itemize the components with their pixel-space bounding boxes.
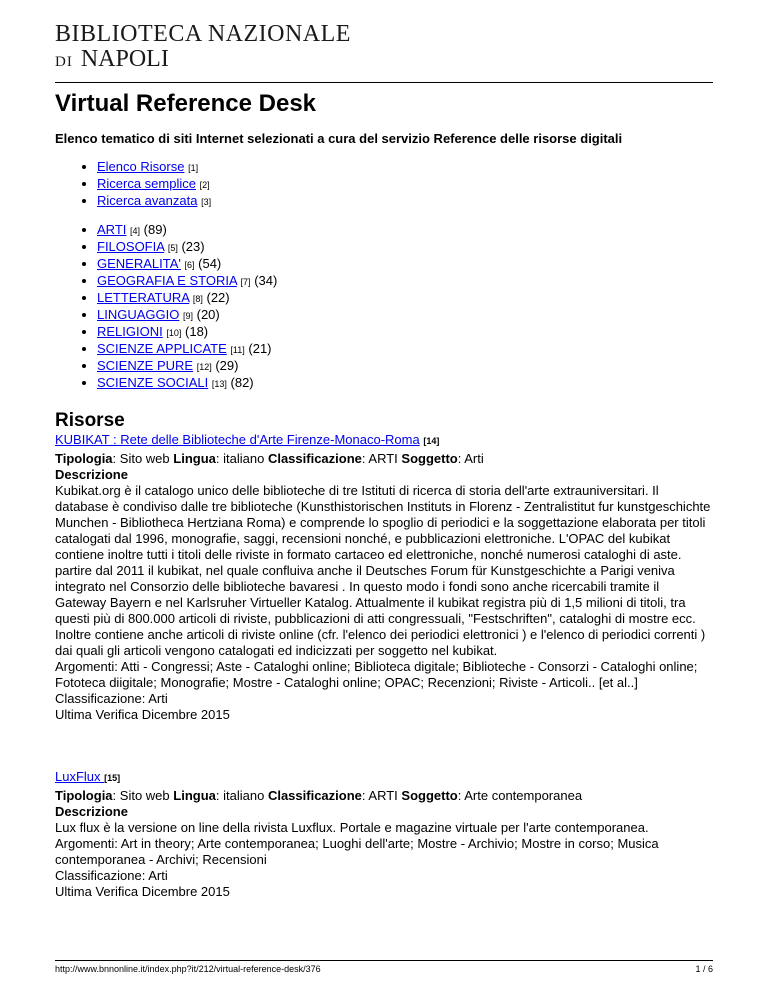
category-count: (89) bbox=[143, 222, 167, 237]
label-lingua: Lingua bbox=[173, 788, 216, 803]
nav-item bbox=[97, 159, 713, 176]
nav-item bbox=[97, 193, 713, 210]
spacer bbox=[55, 723, 713, 769]
resource-description: Kubikat.org è il catalogo unico delle biblioteche di tre Istituti di ricerca di storia dell'arte extrauniversitari. Il database è condiviso dalle tre biblioteche (Kunsthistorischen Instituts in Florenz - Zentralistitut fur kunstgeschichte Munchen - Bibliotheca Hertziana Roma) e comprende lo spoglio di periodici e la soggettazione elaborata per titoli catalogati dal 1996, monografie, saggi, recensioni nonché, e pubblicazioni elettroniche. L'OPAC del kubikat contiene inoltre tutti i titoli delle riviste in formato cartaceo ed elettroniche, nonché numerosi cataloghi di aste. partire dal 2011 il kubikat, nel quale confluiva anche il Deutsches Forum für Kunstgeschichte a Parigi veniva integrato nel Consorzio delle biblioteche bavaresi . In questo modo i fondi sono anche ricercabili tramite il Gateway Bayern e nel Karlsruher Virtueller Katalog. Attualmente il kubikat registra più di 1,5 milioni di titoli, tra questi più di 800.000 articoli di riviste, pubblicazioni di atti congressuali, "Festschriften", cataloghi di mostre ecc. Inoltre contiene anche articoli di riviste online (cfr. l'elenco dei periodici elettronici ) e l'elenco di periodici correnti ) dai quali gli articoli vengono catalogati ed indicizzati per soggetto nel kubikat. bbox=[55, 483, 711, 658]
category-item bbox=[97, 324, 713, 341]
resource-meta: Tipologia: Sito web Lingua: italiano Classificazione: ARTI Soggetto: Arti bbox=[55, 451, 484, 466]
category-item bbox=[97, 222, 713, 239]
category-count: (18) bbox=[185, 324, 209, 339]
resource-classification: Classificazione: Arti bbox=[55, 868, 168, 883]
footer-divider bbox=[55, 960, 713, 961]
resource-last-check: Ultima Verifica Dicembre 2015 bbox=[55, 707, 230, 722]
logo-di: DI bbox=[55, 54, 73, 70]
category-link-filosofia[interactable]: FILOSOFIA bbox=[97, 239, 165, 254]
category-count: (22) bbox=[206, 290, 230, 305]
meta-tipologia: Sito web bbox=[119, 451, 170, 466]
footnote-ref: [6] bbox=[184, 260, 195, 270]
category-item bbox=[97, 307, 713, 324]
footnote-ref: [14] bbox=[423, 436, 440, 446]
label-descrizione bbox=[55, 804, 713, 820]
page-title: Virtual Reference Desk bbox=[55, 90, 317, 117]
footnote-ref: [12] bbox=[196, 362, 212, 372]
footnote-ref: [4] bbox=[130, 226, 141, 236]
footnote-ref: [5] bbox=[167, 243, 178, 253]
label-soggetto: Soggetto bbox=[401, 788, 458, 803]
main-content bbox=[55, 90, 713, 900]
footnote-ref: [3] bbox=[201, 197, 212, 207]
meta-soggetto: Arte contemporanea bbox=[464, 788, 583, 803]
logo-napoli: NAPOLI bbox=[80, 46, 169, 72]
category-link-scienze-pure[interactable]: SCIENZE PURE bbox=[97, 358, 194, 373]
category-count: (82) bbox=[230, 375, 254, 390]
label-classificazione: Classificazione bbox=[267, 451, 362, 466]
label-descrizione-text: Descrizione bbox=[55, 804, 128, 819]
footnote-ref: [13] bbox=[211, 379, 227, 389]
footnote-ref: [15] bbox=[104, 773, 121, 783]
resource-last-check: Ultima Verifica Dicembre 2015 bbox=[55, 884, 230, 899]
intro-text: Elenco tematico di siti Internet selezionati a cura del servizio Reference delle risorse digitali bbox=[55, 131, 623, 146]
meta-soggetto: Arti bbox=[464, 451, 484, 466]
category-count: (54) bbox=[198, 256, 222, 271]
nav-link-ricerca-avanzata[interactable]: Ricerca avanzata bbox=[97, 193, 198, 208]
label-lingua: Lingua bbox=[173, 451, 216, 466]
meta-lingua: italiano bbox=[223, 788, 265, 803]
resource-meta: Tipologia: Sito web Lingua: italiano Classificazione: ARTI Soggetto: Arte contemporanea bbox=[55, 788, 583, 803]
footnote-ref: [11] bbox=[230, 345, 245, 355]
nav-item bbox=[97, 176, 713, 193]
footnote-ref: [9] bbox=[182, 311, 193, 321]
meta-tipologia: Sito web bbox=[119, 788, 170, 803]
category-list bbox=[55, 222, 713, 392]
resource-title-link[interactable]: LuxFlux bbox=[55, 769, 105, 784]
label-soggetto: Soggetto bbox=[401, 451, 458, 466]
resource-entry bbox=[55, 769, 713, 900]
footnote-ref: [1] bbox=[188, 163, 199, 173]
meta-lingua: italiano bbox=[223, 451, 265, 466]
category-item bbox=[97, 290, 713, 307]
page-number: 1 / 6 bbox=[695, 964, 713, 974]
library-logo bbox=[55, 22, 351, 74]
label-tipologia: Tipologia bbox=[55, 451, 113, 466]
category-link-arti[interactable]: ARTI bbox=[97, 222, 127, 237]
category-link-letteratura[interactable]: LETTERATURA bbox=[97, 290, 190, 305]
resource-topics: Argomenti: Art in theory; Arte contemporanea; Luoghi dell'arte; Mostre - Archivio; Mostre in corso; Musica contemporanea - Archivi; Recensioni bbox=[55, 836, 659, 867]
section-title: Risorse bbox=[55, 410, 125, 431]
category-item bbox=[97, 239, 713, 256]
header-divider bbox=[55, 82, 713, 83]
logo-line-2 bbox=[55, 47, 351, 74]
category-link-religioni[interactable]: RELIGIONI bbox=[97, 324, 163, 339]
category-count: (34) bbox=[254, 273, 278, 288]
label-tipologia: Tipologia bbox=[55, 788, 113, 803]
label-classificazione: Classificazione bbox=[267, 788, 362, 803]
category-count: (29) bbox=[215, 358, 239, 373]
category-item bbox=[97, 256, 713, 273]
resource-title-line bbox=[55, 432, 713, 449]
nav-link-ricerca-semplice[interactable]: Ricerca semplice bbox=[97, 176, 196, 191]
footer-url: http://www.bnnonline.it/index.php?it/212/virtual-reference-desk/376 bbox=[55, 964, 321, 974]
category-link-scienze-sociali[interactable]: SCIENZE SOCIALI bbox=[97, 375, 209, 390]
meta-classificazione: ARTI bbox=[368, 451, 398, 466]
footnote-ref: [8] bbox=[192, 294, 203, 304]
resource-entry bbox=[55, 432, 713, 723]
resource-title-link[interactable]: KUBIKAT : Rete delle Biblioteche d'Arte Firenze-Monaco-Roma bbox=[55, 432, 420, 447]
category-count: (21) bbox=[248, 341, 272, 356]
meta-classificazione: ARTI bbox=[368, 788, 398, 803]
category-link-linguaggio[interactable]: LINGUAGGIO bbox=[97, 307, 180, 322]
category-link-generalita[interactable]: GENERALITA' bbox=[97, 256, 181, 271]
footnote-ref: [2] bbox=[199, 180, 210, 190]
resource-topics: Argomenti: Atti - Congressi; Aste - Cataloghi online; Biblioteca digitale; Biblioteche - Consorzi - Cataloghi online; Fototeca diigitale; Monografie; Mostre - Cataloghi online; OPAC; Recenzioni; Riviste - Articoli.. [et al..] bbox=[55, 659, 698, 690]
category-item bbox=[97, 341, 713, 358]
footnote-ref: [7] bbox=[240, 277, 251, 287]
category-item bbox=[97, 273, 713, 290]
resource-classification: Classificazione: Arti bbox=[55, 691, 168, 706]
nav-list bbox=[55, 159, 713, 210]
resource-description: Lux flux è la versione on line della rivista Luxflux. Portale e magazine virtuale per l'arte contemporanea. bbox=[55, 820, 649, 835]
label-descrizione bbox=[55, 467, 713, 483]
category-link-scienze-applicate[interactable]: SCIENZE APPLICATE bbox=[97, 341, 227, 356]
logo-line-1: BIBLIOTECA NAZIONALE bbox=[55, 21, 351, 47]
nav-link-elenco-risorse[interactable]: Elenco Risorse bbox=[97, 159, 185, 174]
footnote-ref: [10] bbox=[166, 328, 182, 338]
category-item bbox=[97, 358, 713, 375]
resource-title-line bbox=[55, 769, 713, 786]
category-item bbox=[97, 375, 713, 392]
category-count: (20) bbox=[196, 307, 220, 322]
category-count: (23) bbox=[181, 239, 205, 254]
label-descrizione-text: Descrizione bbox=[55, 467, 128, 482]
category-link-geografia-e-storia[interactable]: GEOGRAFIA E STORIA bbox=[97, 273, 237, 288]
